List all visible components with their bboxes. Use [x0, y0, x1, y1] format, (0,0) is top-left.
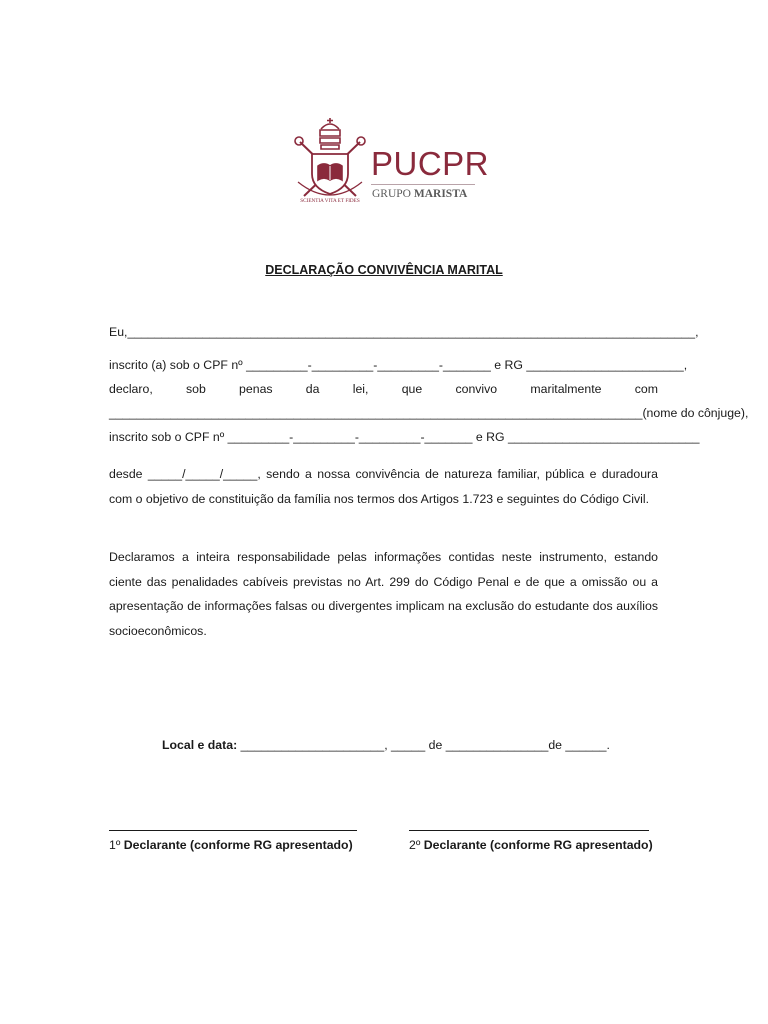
conjuge-name-blank: ______________________________________________________________________________	[109, 406, 643, 420]
logo-group-prefix: GRUPO	[372, 188, 414, 200]
pucpr-crest-icon	[290, 116, 370, 208]
line-cpf-1: inscrito (a) sob o CPF nº _________-_________-_________-_______ e RG _______________________,	[109, 358, 688, 372]
pucpr-logo	[290, 116, 490, 208]
local-data-line	[162, 738, 610, 752]
signature-1-label: Declarante (conforme RG apresentado)	[123, 838, 353, 852]
signature-1	[109, 822, 357, 856]
declaro-word: com	[634, 382, 658, 396]
local-data-blank: _____________________, _____ de _______________de ______.	[240, 738, 610, 752]
line-conjuge	[109, 401, 749, 425]
declaro-word: sob	[185, 382, 206, 396]
logo-group-name: MARISTA	[413, 188, 468, 200]
paragraph-desde: desde _____/_____/_____, sendo a nossa convivência de natureza familiar, pública e duradoura com o objetivo de constituição da família nos termos dos Artigos 1.723 e seguintes do Código Civil.	[109, 467, 658, 506]
conjuge-label: (nome do cônjuge),	[642, 406, 749, 420]
signature-2-line	[409, 830, 649, 831]
paragraph-declaramos: Declaramos a inteira responsabilidade pelas informações contidas neste instrumento, estando ciente das penalidades cabíveis previstas no Art. 299 do Código Penal e de que a omissão ou a apresentação de informações falsas ou divergentes implicam na exclusão do estudante dos auxílios socioeconômicos.	[109, 550, 658, 638]
signature-1-line	[109, 830, 357, 831]
declaro-word: maritalmente	[530, 382, 602, 396]
declaro-word: convivo	[455, 382, 498, 396]
line-cpf-2: inscrito sob o CPF nº _________-_________-_________-_______ e RG ____________________________	[109, 430, 700, 444]
signature-2-label: Declarante (conforme RG apresentado)	[423, 838, 653, 852]
signature-1-prefix: 1º	[109, 838, 124, 852]
logo-brand: PUCPR	[371, 145, 490, 182]
document-title: DECLARAÇÃO CONVIVÊNCIA MARITAL	[265, 263, 503, 277]
line-declaro	[109, 377, 658, 401]
declaro-word: da	[305, 382, 320, 396]
line-eu: Eu,___________________________________________________________________________________,	[109, 325, 699, 339]
declarant-block	[109, 320, 749, 449]
signature-2	[409, 822, 653, 856]
declaro-word: que	[401, 382, 423, 396]
signature-2-prefix: 2º	[409, 838, 424, 852]
declaro-word: lei,	[352, 382, 369, 396]
local-data-label: Local e data:	[162, 738, 238, 752]
declaro-word: declaro,	[109, 382, 153, 396]
logo-divider	[371, 184, 475, 185]
logo-group	[372, 188, 467, 200]
logo-motto: SCIENTIA VITA ET FIDES	[300, 198, 360, 204]
declaro-word: penas	[239, 382, 273, 396]
